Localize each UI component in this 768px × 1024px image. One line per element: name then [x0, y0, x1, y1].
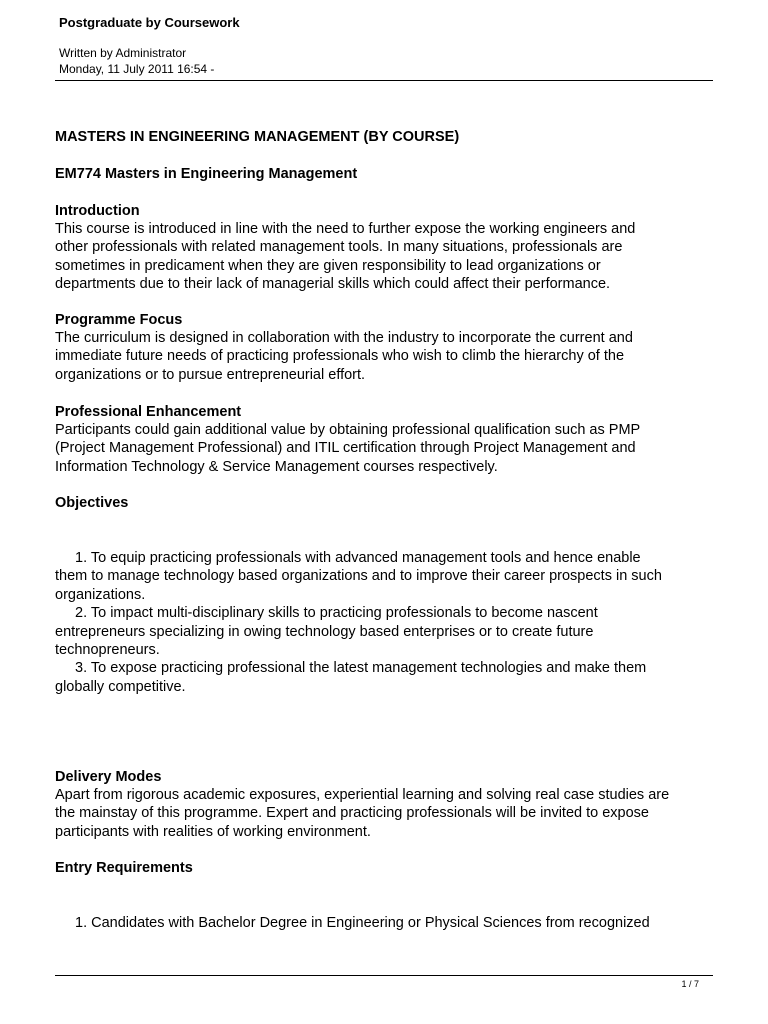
professional-enhancement-paragraph: [55, 421, 640, 476]
text-line: them to manage technology based organizations and to improve their career prospects in such: [55, 568, 662, 585]
objectives-list: [55, 549, 662, 696]
text-line: the mainstay of this programme. Expert and practicing professionals will be invited to expose: [55, 805, 649, 822]
text-line: Information Technology & Service Management courses respectively.: [55, 458, 498, 475]
text-line: The curriculum is designed in collaboration with the industry to incorporate the current and: [55, 330, 633, 346]
entry-requirements-heading: Entry Requirements: [55, 860, 193, 876]
header-divider: [55, 80, 713, 81]
text-line: immediate future needs of practicing professionals who wish to climb the hierarchy of the: [55, 348, 625, 365]
text-line: Participants could gain additional value by obtaining professional qualification such as PMP: [55, 422, 641, 438]
entry-requirements-list: [55, 914, 650, 932]
list-item: 2. To impact multi-disciplinary skills to practicing professionals to become nascent: [75, 605, 598, 622]
text-line: (Project Management Professional) and ITIL certification through Project Management and: [55, 440, 636, 457]
introduction-paragraph: [55, 220, 635, 294]
text-line: departments due to their lack of managerial skills which could affect their performance.: [55, 276, 611, 293]
introduction-heading: Introduction: [55, 203, 140, 219]
text-line: participants with realities of working environment.: [55, 823, 371, 840]
list-item: 1. Candidates with Bachelor Degree in Engineering or Physical Sciences from recognized: [75, 915, 650, 931]
professional-enhancement-heading: Professional Enhancement: [55, 404, 242, 420]
date-line: Monday, 11 July 2011 16:54 -: [59, 62, 215, 76]
page-number: 1 / 7: [681, 979, 699, 989]
objectives-heading: Objectives: [55, 495, 129, 511]
programme-focus-heading: Programme Focus: [55, 312, 183, 328]
text-line: other professionals with related management tools. In many situations, professionals are: [55, 239, 623, 256]
footer-divider: [55, 975, 713, 976]
main-title: MASTERS IN ENGINEERING MANAGEMENT (BY COURSE): [55, 129, 460, 145]
text-line: Apart from rigorous academic exposures, experiential learning and solving real case studies are: [55, 787, 670, 803]
text-line: entrepreneurs specializing in owing technology based enterprises or to create future: [55, 623, 594, 640]
author-line: Written by Administrator: [59, 46, 187, 60]
delivery-modes-heading: Delivery Modes: [55, 769, 162, 785]
course-title: EM774 Masters in Engineering Management: [55, 166, 358, 182]
list-item: 1. To equip practicing professionals with advanced management tools and hence enable: [75, 550, 641, 566]
text-line: organizations.: [55, 586, 146, 603]
document-header-title: Postgraduate by Coursework: [59, 15, 240, 30]
programme-focus-paragraph: [55, 329, 633, 384]
list-item: 3. To expose practicing professional the latest management technologies and make them: [75, 660, 647, 677]
text-line: This course is introduced in line with the need to further expose the working engineers and: [55, 221, 636, 237]
text-line: organizations or to pursue entrepreneurial effort.: [55, 366, 366, 383]
text-line: sometimes in predicament when they are given responsibility to lead organizations or: [55, 257, 601, 274]
delivery-modes-paragraph: [55, 786, 669, 841]
text-line: globally competitive.: [55, 678, 186, 695]
text-line: technopreneurs.: [55, 641, 160, 658]
